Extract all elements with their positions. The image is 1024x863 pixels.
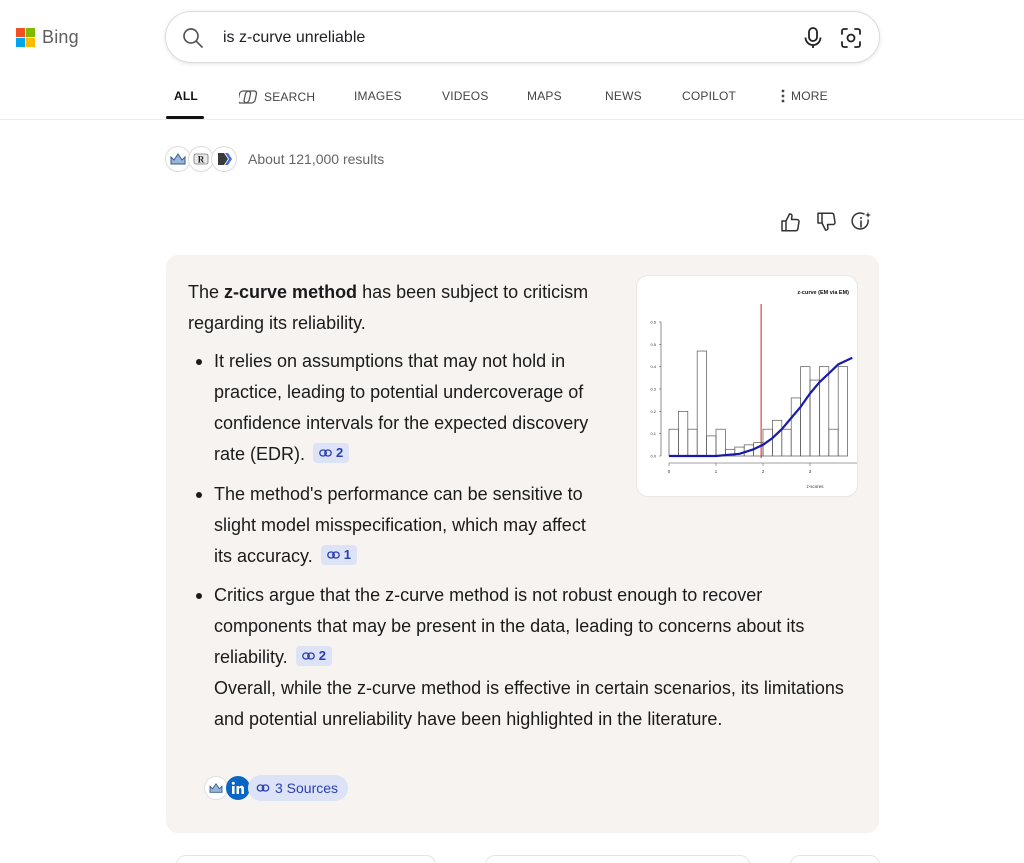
search-tabs bbox=[0, 84, 1024, 120]
answer-bullets-bottom bbox=[194, 580, 854, 735]
x-tick-label: 0 bbox=[667, 469, 671, 474]
y-tick-label: 0.0 bbox=[650, 453, 656, 459]
histogram-bar bbox=[791, 398, 800, 456]
x-tick-label: 3 bbox=[808, 469, 812, 474]
answer-conclusion: Overall, while the z-curve method is effective in certain scenarios, its limitations and potential unreliability have been highlighted in the literature. bbox=[214, 678, 844, 729]
active-tab-indicator bbox=[166, 116, 204, 119]
sources-row bbox=[204, 775, 348, 801]
next-result-pill[interactable] bbox=[176, 855, 436, 863]
tab-maps[interactable]: MAPS bbox=[527, 89, 562, 103]
search-icon[interactable] bbox=[181, 26, 205, 50]
answer-bullet: It relies on assumptions that may not hold in practice, leading to potential undercoverage of confidence intervals for the expected discovery rate (EDR). 2 bbox=[194, 346, 624, 470]
tab-news[interactable]: NEWS bbox=[605, 89, 642, 103]
citation-link[interactable]: 2 bbox=[296, 646, 332, 666]
tab-copilot[interactable]: COPILOT bbox=[682, 89, 737, 103]
x-tick-label: 2 bbox=[761, 469, 765, 474]
linkedin-icon bbox=[226, 776, 250, 800]
results-count: About 121,000 results bbox=[248, 151, 385, 167]
ai-info-icon[interactable] bbox=[851, 211, 873, 233]
answer-intro-bold: z-curve method bbox=[224, 282, 358, 302]
link-icon bbox=[302, 651, 315, 661]
histogram-bar bbox=[716, 429, 725, 456]
thumbs-up-icon[interactable] bbox=[779, 211, 801, 233]
site-arrow-icon bbox=[211, 146, 237, 172]
copilot-search-icon bbox=[239, 89, 259, 105]
y-tick-label: 0.5 bbox=[650, 341, 656, 347]
visual-search-icon[interactable] bbox=[839, 26, 863, 50]
answer-intro: The z-curve method has been subject to criticism regarding its reliability. bbox=[188, 282, 589, 333]
next-result-pill[interactable] bbox=[790, 855, 880, 863]
bing-logo[interactable] bbox=[16, 27, 79, 48]
histogram-bar bbox=[697, 351, 706, 456]
link-icon bbox=[319, 448, 332, 458]
y-tick-label: 0.6 bbox=[650, 319, 656, 325]
kebab-icon bbox=[780, 89, 786, 103]
sources-label: 3 Sources bbox=[275, 780, 339, 796]
histogram-bar bbox=[801, 367, 810, 456]
y-tick-label: 0.4 bbox=[650, 364, 656, 370]
link-icon bbox=[256, 783, 270, 793]
microphone-icon[interactable] bbox=[802, 26, 824, 50]
chart-xlabel: z-scores bbox=[806, 484, 824, 489]
tab-all[interactable]: ALL bbox=[174, 89, 198, 103]
tab-videos[interactable]: VIDEOS bbox=[442, 89, 489, 103]
search-box bbox=[165, 11, 880, 63]
search-input[interactable] bbox=[223, 26, 783, 50]
ai-answer-card bbox=[166, 255, 879, 833]
histogram-bar bbox=[707, 436, 716, 456]
source-favicons[interactable] bbox=[165, 146, 234, 172]
microsoft-logo-icon bbox=[16, 28, 35, 47]
svg-text:R: R bbox=[197, 154, 205, 165]
histogram-bar bbox=[688, 429, 697, 456]
histogram-bar bbox=[829, 429, 838, 456]
results-meta bbox=[165, 146, 384, 172]
chart-title: z-curve (EM via EM) bbox=[797, 290, 849, 296]
answer-bullets-top bbox=[194, 346, 624, 572]
answer-bullet: The method's performance can be sensitive to slight model misspecification, which may affect its accuracy. 1 bbox=[194, 479, 594, 572]
citation-link[interactable]: 1 bbox=[321, 545, 357, 565]
y-tick-label: 0.2 bbox=[650, 408, 656, 414]
histogram-bar bbox=[678, 411, 687, 456]
zcurve-chart-image[interactable] bbox=[636, 275, 858, 497]
next-result-pill[interactable] bbox=[485, 855, 750, 863]
sources-button[interactable] bbox=[248, 775, 348, 801]
link-icon bbox=[327, 550, 340, 560]
tab-more[interactable]: MORE bbox=[780, 89, 828, 103]
histogram-bar bbox=[838, 367, 847, 456]
citation-link[interactable]: 2 bbox=[313, 443, 349, 463]
x-tick-label: 1 bbox=[714, 469, 718, 474]
answer-bullet: Critics argue that the z-curve method is not robust enough to recover components that may be present in the data, leading to concerns about its reliability. 2 bbox=[194, 580, 854, 673]
y-tick-label: 0.3 bbox=[650, 386, 656, 392]
tab-search[interactable]: SEARCH bbox=[239, 89, 315, 105]
tab-images[interactable]: IMAGES bbox=[354, 89, 402, 103]
zcurve-chart bbox=[637, 276, 858, 497]
thumbs-down-icon[interactable] bbox=[815, 211, 837, 233]
columbia-crown-icon bbox=[204, 776, 228, 800]
logo-text: Bing bbox=[42, 27, 79, 47]
histogram-bar bbox=[782, 429, 791, 456]
histogram-bar bbox=[669, 429, 678, 456]
y-tick-label: 0.1 bbox=[650, 431, 656, 437]
